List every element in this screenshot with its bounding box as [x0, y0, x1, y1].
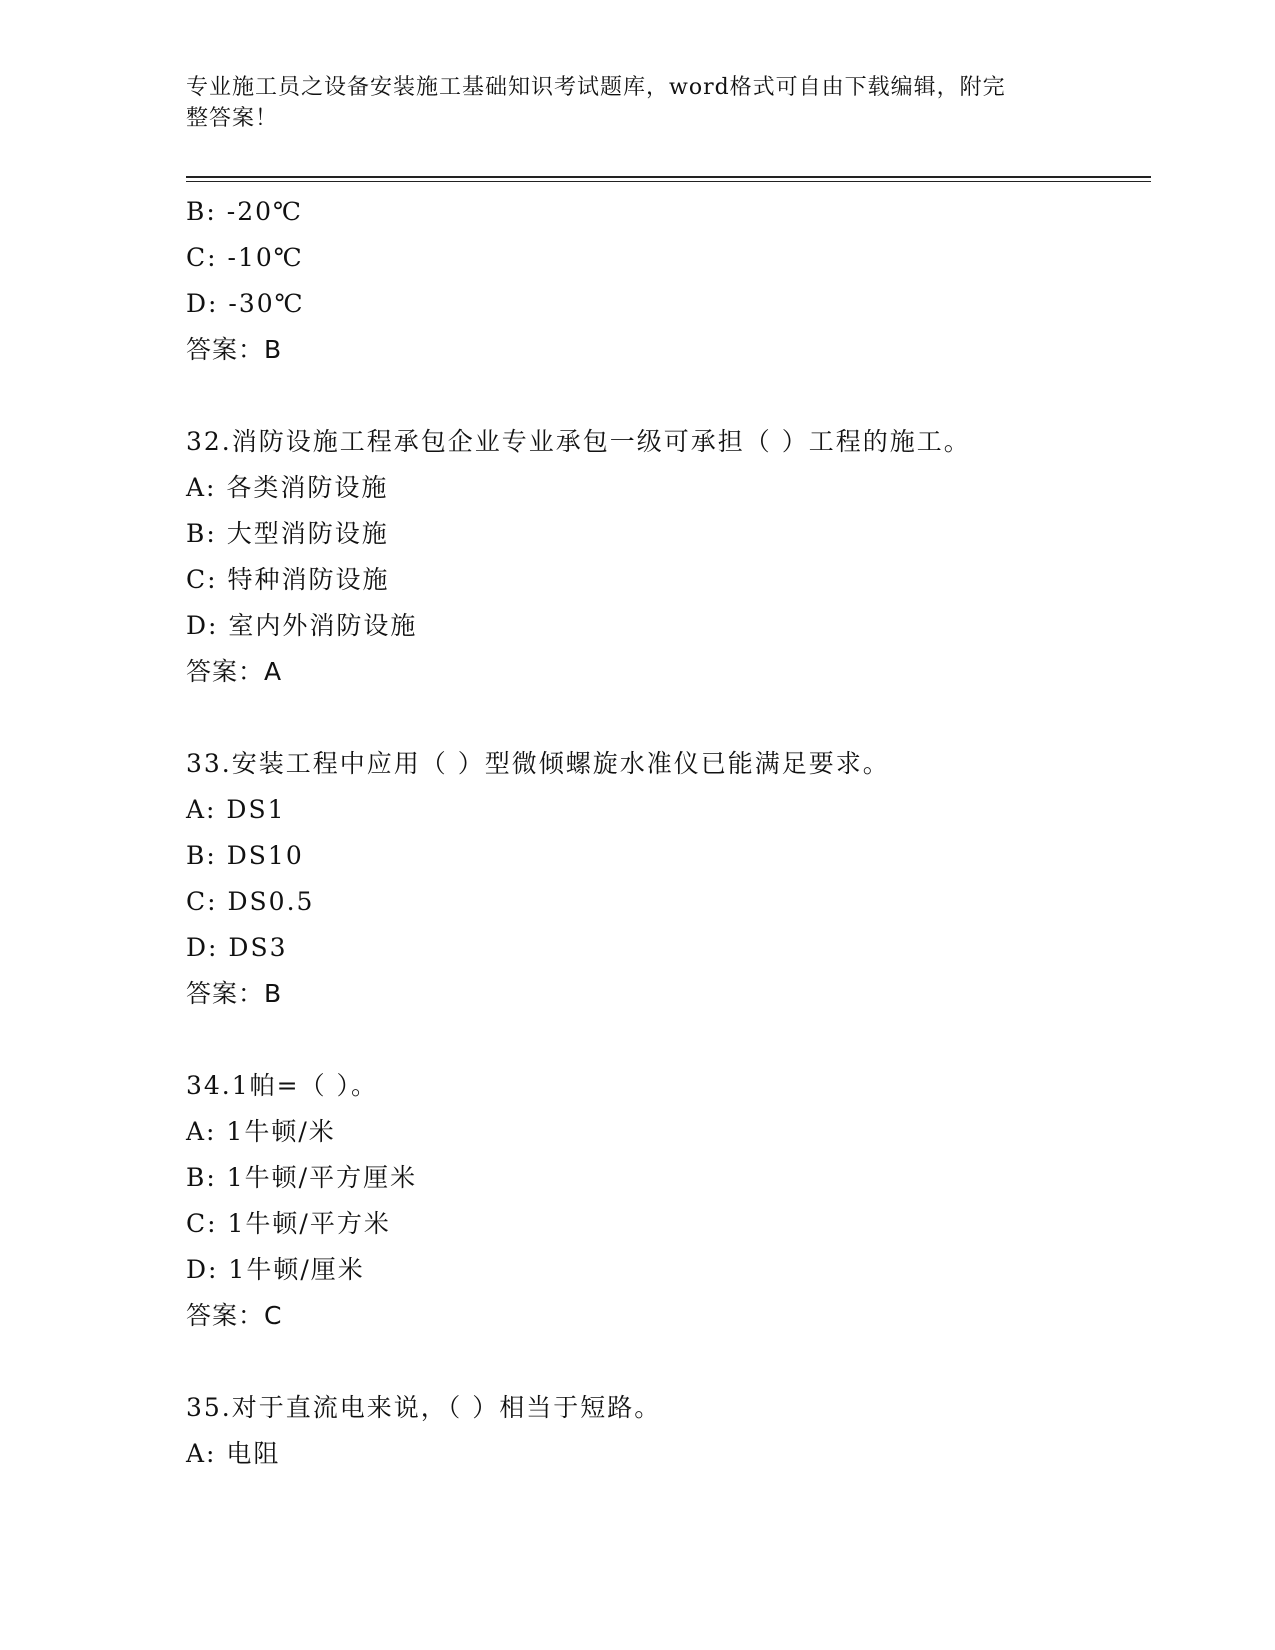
- question-stem: 32.消防设施工程承包企业专业承包一级可承担（ ）工程的施工。: [186, 427, 971, 456]
- header-line-1: 专业施工员之设备安装施工基础知识考试题库，word格式可自由下载编辑，附完: [186, 75, 1006, 100]
- answer: 答案：B: [186, 979, 283, 1008]
- question-32: [186, 419, 1146, 695]
- question-list: [186, 189, 1146, 1477]
- option-d: D: 1牛顿/厘米: [186, 1255, 365, 1284]
- question-35: [186, 1385, 1146, 1477]
- header-rule-thin: [186, 181, 1151, 182]
- spacer: [186, 1017, 1146, 1063]
- answer: 答案：A: [186, 657, 283, 686]
- header-rule-thick: [186, 176, 1151, 178]
- option-c: C: 1牛顿/平方米: [186, 1209, 391, 1238]
- option-b: B: 1牛顿/平方厘米: [186, 1163, 418, 1192]
- option-a: A: 1牛顿/米: [186, 1117, 336, 1146]
- option-c: C: 特种消防设施: [186, 565, 390, 594]
- question-stem: 35.对于直流电来说，（ ）相当于短路。: [186, 1393, 662, 1422]
- option-d: D: DS3: [186, 933, 288, 962]
- option-b: B: 大型消防设施: [186, 519, 389, 548]
- option-b: B: -20℃: [186, 197, 303, 226]
- option-d: D: 室内外消防设施: [186, 611, 418, 640]
- question-31-continued: [186, 189, 1146, 373]
- answer: 答案：B: [186, 335, 283, 364]
- option-c: C: -10℃: [186, 243, 304, 272]
- spacer: [186, 373, 1146, 419]
- option-a: A: 电阻: [186, 1439, 281, 1468]
- question-stem: 33.安装工程中应用（ ）型微倾螺旋水准仪已能满足要求。: [186, 749, 890, 778]
- question-34: [186, 1063, 1146, 1339]
- question-33: [186, 741, 1146, 1017]
- spacer: [186, 1339, 1146, 1385]
- answer: 答案：C: [186, 1301, 283, 1330]
- option-a: A: DS1: [186, 795, 286, 824]
- question-stem: 34.1帕=（ ）。: [186, 1071, 379, 1100]
- option-a: A: 各类消防设施: [186, 473, 389, 502]
- document-header: [186, 72, 1066, 134]
- header-line-2: 整答案！: [186, 106, 279, 131]
- option-d: D: -30℃: [186, 289, 305, 318]
- option-c: C: DS0.5: [186, 887, 315, 916]
- spacer: [186, 695, 1146, 741]
- option-b: B: DS10: [186, 841, 304, 870]
